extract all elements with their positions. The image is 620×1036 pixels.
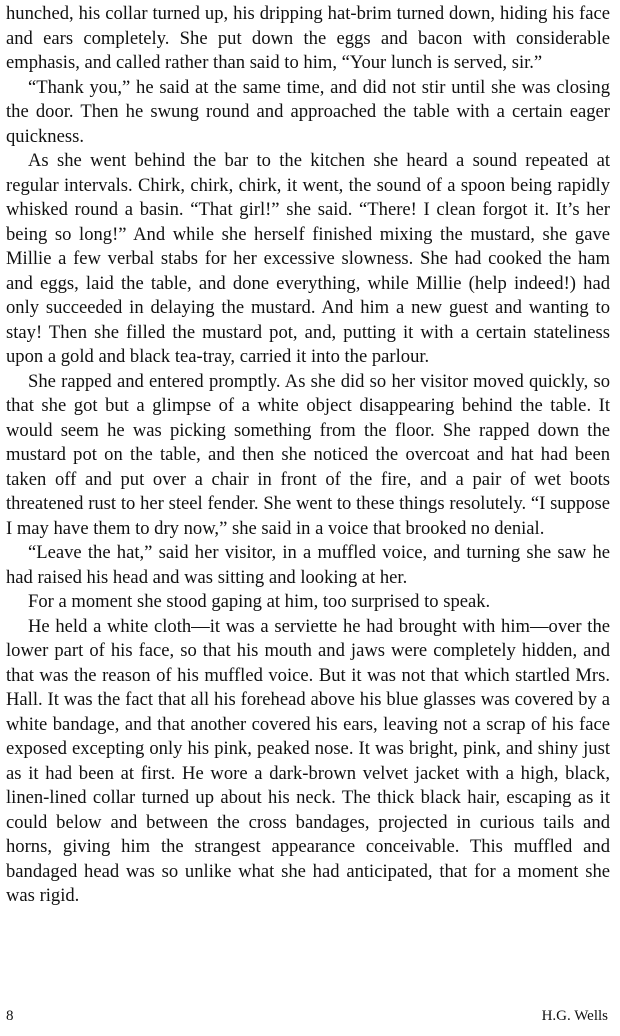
page-number: 8 bbox=[6, 1008, 14, 1024]
paragraph: For a moment she stood gaping at him, too surprised to speak. bbox=[28, 591, 491, 612]
paragraph: As she went behind the bar to the kitchen she heard a sound repeated at regular intervals. Chirk, chirk, chirk, it went, the sound of a spoon being rapidly whisked round a basin. “That girl!” she said. “There! I clean forgot it. It’s her being so long!” And while she herself finished mixing the mustard, she gave Millie a few verbal stabs for her excessive slowness. She had cooked the ham and eggs, laid the table, and done everything, while Millie (help indeed!) had only succeeded in delaying the mustard. And him a new guest and wanting to stay! Then she filled the mustard pot, and, putting it with a certain stateliness upon a gold and black tea-tray, carried it into the parlour. bbox=[6, 150, 610, 367]
paragraph: He held a white cloth—it was a serviette he had brought with him—over the lower part of his face, so that his mouth and jaws were completely hidden, and that was the reason of his muffled voice. But it was not that which startled Mrs. Hall. It was the fact that all his forehead above his blue glasses was covered by a white bandage, and that another covered his ears, leaving not a scrap of his face exposed excepting only his pink, peaked nose. It was bright, pink, and shiny just as it had been at first. He wore a dark-brown velvet jacket with a high, black, linen-lined collar turned up about his neck. The thick black hair, escaping as it could below and between the cross bandages, projected in curious tails and horns, giving him the strangest appearance conceivable. This muffled and bandaged head was so unlike what she had anticipated, that for a moment she was rigid. bbox=[6, 615, 610, 906]
paragraph: “Leave the hat,” said her visitor, in a muffled voice, and turning she saw he had raised his head and was sitting and looking at her. bbox=[6, 542, 610, 588]
paragraph-continued: hunched, his collar turned up, his dripping hat-brim turned down, hiding his face and ears completely. She put down the eggs and bacon with considerable emphasis, and called rather than said to him, “Your lunch is served, sir.” bbox=[6, 3, 610, 73]
body-text bbox=[6, 2, 610, 909]
paragraph: “Thank you,” he said at the same time, and did not stir until she was closing the door. Then he swung round and approached the table with a certain eager quickness. bbox=[6, 76, 610, 147]
running-author: H.G. Wells bbox=[541, 1008, 608, 1024]
paragraph: She rapped and entered promptly. As she did so her visitor moved quickly, so that she got but a glimpse of a white object disappearing behind the table. It would seem he was picking something from the floor. She rapped down the mustard pot on the table, and then she noticed the overcoat and hat had been taken off and put over a chair in front of the fire, and a pair of wet boots threatened rust to her steel fender. She went to these things resolutely. “I suppose I may have them to dry now,” she said in a voice that brooked no denial. bbox=[6, 370, 610, 539]
